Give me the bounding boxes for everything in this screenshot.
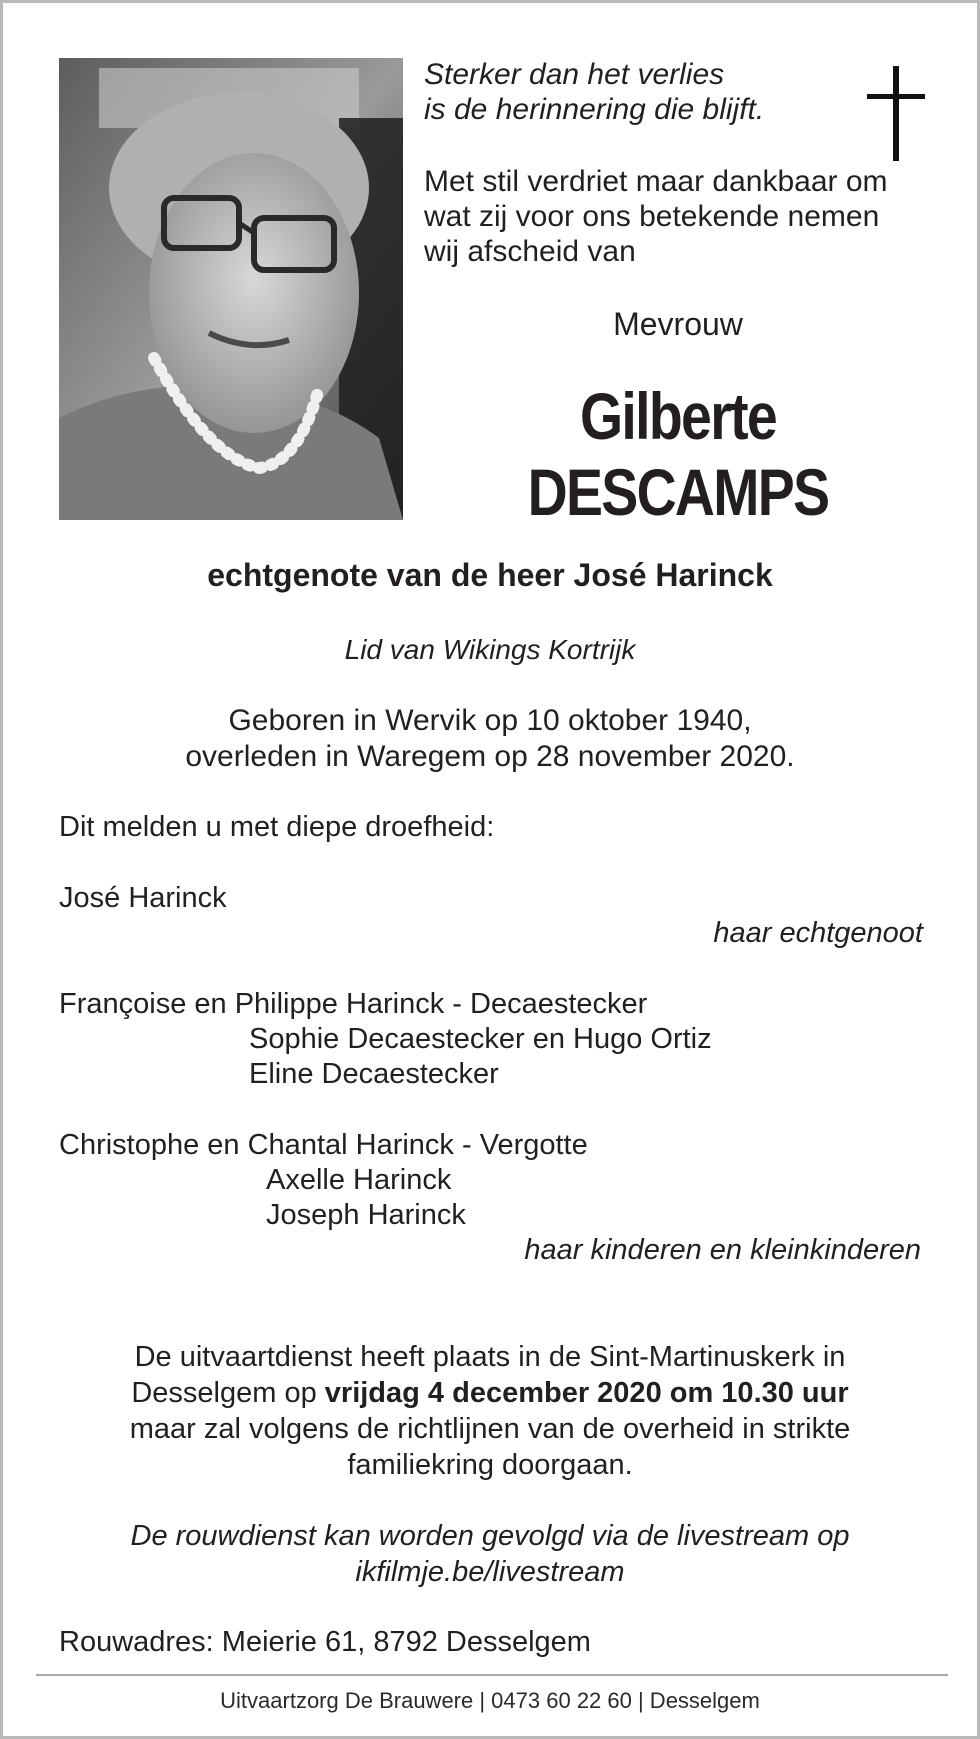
intro-line-1: Met stil verdriet maar dankbaar om xyxy=(424,165,888,198)
livestream-link[interactable]: ikfilmje.be/livestream xyxy=(355,1556,625,1588)
intro-line-2: wat zij voor ons betekende nemen xyxy=(424,200,880,233)
funeral-line-4: familiekring doorgaan. xyxy=(347,1449,633,1481)
funeral-line-2-prefix: Desselgem op xyxy=(131,1377,325,1409)
deceased-name xyxy=(523,378,834,530)
deceased-title: Mevrouw xyxy=(613,306,743,342)
livestream-info xyxy=(3,1518,977,1590)
family-group-2-child: Joseph Harinck xyxy=(266,1199,466,1231)
family-group-2-child: Axelle Harinck xyxy=(266,1164,452,1196)
livestream-line-1: De rouwdienst kan worden gevolgd via de livestream op xyxy=(130,1520,850,1552)
family-group-2-parents: Christophe en Chantal Harinck - Vergotte xyxy=(59,1129,588,1161)
funeral-line-2 xyxy=(3,1375,977,1411)
mourning-address: Rouwadres: Meierie 61, 8792 Desselgem xyxy=(59,1626,591,1658)
membership-line: Lid van Wikings Kortrijk xyxy=(344,634,636,665)
announcement-line: Dit melden u met diepe droefheid: xyxy=(59,811,495,843)
footer-divider xyxy=(36,1674,948,1676)
family-group-1-child: Eline Decaestecker xyxy=(249,1058,499,1090)
quote-line-1: Sterker dan het verlies xyxy=(424,58,725,91)
portrait-photo xyxy=(59,58,403,520)
funeral-home-footer: Uitvaartzorg De Brauwere | 0473 60 22 60 | Desselgem xyxy=(220,1688,760,1713)
family-group-1-child: Sophie Decaestecker en Hugo Ortiz xyxy=(249,1023,712,1055)
spouse-line: echtgenote van de heer José Harinck xyxy=(207,557,773,593)
portrait-image xyxy=(59,58,403,520)
latin-cross-icon xyxy=(867,66,925,161)
deceased-first-name: Gilberte xyxy=(579,379,777,453)
intro-text xyxy=(424,164,888,269)
funeral-info xyxy=(3,1339,977,1483)
deceased-last-name: DESCAMPS xyxy=(527,455,829,529)
birth-line: Geboren in Wervik op 10 oktober 1940, xyxy=(228,704,752,737)
quote-line-2: is de herinnering die blijft. xyxy=(424,93,765,126)
memorial-quote xyxy=(424,57,764,127)
funeral-line-3: maar zal volgens de richtlijnen van de overheid in strikte xyxy=(129,1413,851,1445)
intro-line-3: wij afscheid van xyxy=(424,235,636,268)
funeral-line-1: De uitvaartdienst heeft plaats in de Sint-Martinuskerk in xyxy=(134,1341,846,1373)
family-group-1-parents: Françoise en Philippe Harinck - Decaestecker xyxy=(59,988,648,1020)
funeral-date-time: vrijdag 4 december 2020 om 10.30 uur xyxy=(324,1377,849,1409)
husband-name: José Harinck xyxy=(59,882,227,914)
death-line: overleden in Waregem op 28 november 2020. xyxy=(185,740,795,773)
life-dates xyxy=(3,703,977,775)
children-role: haar kinderen en kleinkinderen xyxy=(524,1234,921,1266)
husband-role: haar echtgenoot xyxy=(713,917,923,949)
